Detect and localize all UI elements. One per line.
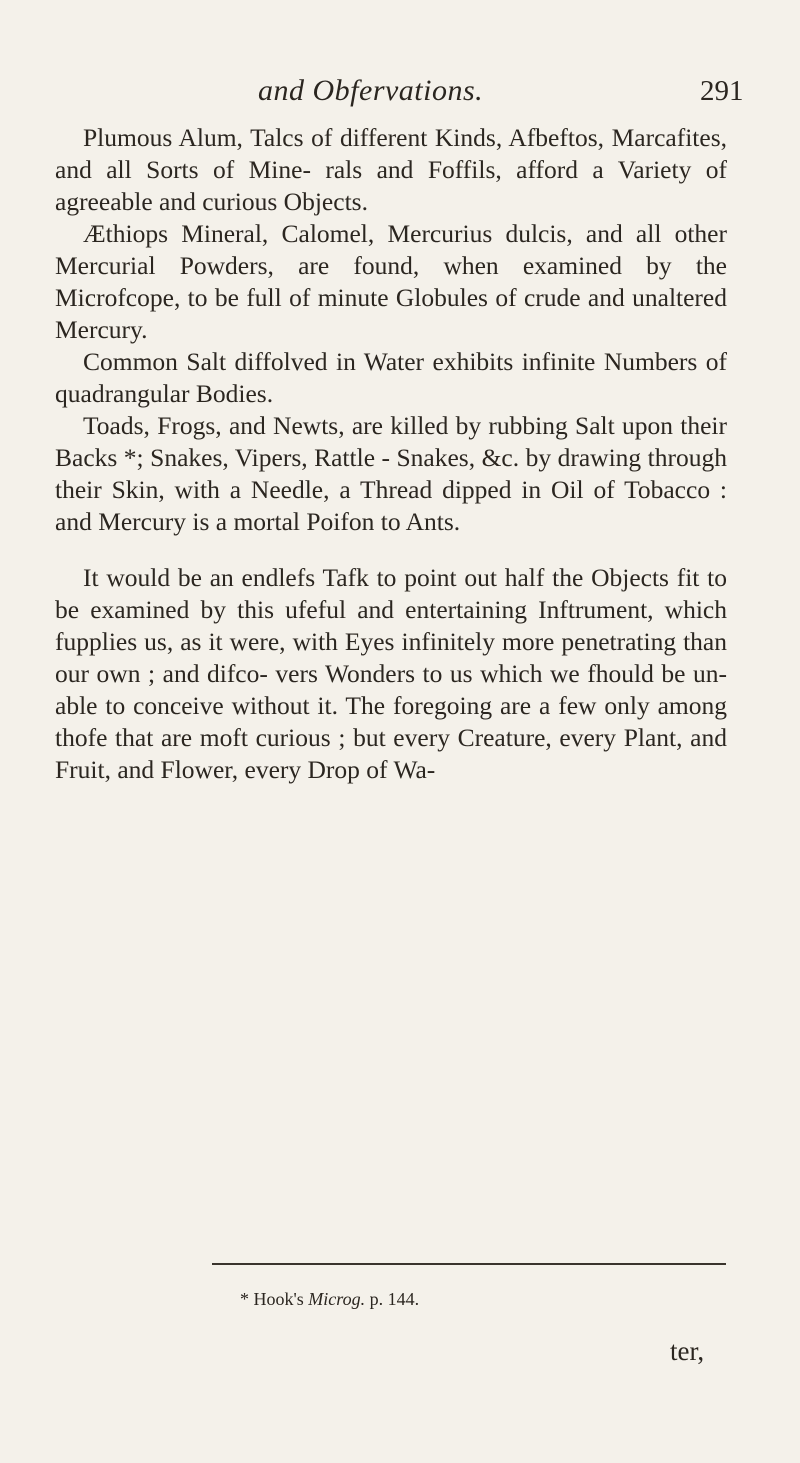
paragraph-common-salt: Common Salt diffolved in Water exhibits infinite Numbers of quadrangular Bodies. bbox=[55, 347, 727, 408]
footnote-marker: * bbox=[240, 1289, 249, 1309]
footnote-rule bbox=[212, 1263, 726, 1265]
paragraph-endless-task: It would be an endlefs Tafk to point out half the Objects fit to be examined by this ufeful and entertaining Inftrument, which fupplies us, as it were, with Eyes infinitely more penetrating than our own ; and difco- vers Wonders to us which we fhould be un- able to conceive without it. The foregoing are a few only among thofe that are moft curious ; but every Creature, every Plant, and Fruit, and Flower, every Drop of Wa- bbox=[55, 563, 727, 784]
footnote-work: Microg. bbox=[308, 1289, 366, 1309]
page-number: 291 bbox=[700, 75, 744, 107]
paragraph-toads-frogs: Toads, Frogs, and Newts, are killed by rubbing Salt upon their Backs *; Snakes, Vipers, Rattle - Snakes, &c. by drawing through their Skin, with a Needle, a Thread dipped in Oil of Tobacco : and Mercury is a mortal Poifon to Ants. bbox=[55, 411, 727, 536]
body-text bbox=[55, 122, 727, 786]
footnote-page: p. 144. bbox=[369, 1289, 420, 1309]
footnote-author: Hook's bbox=[253, 1289, 304, 1309]
running-head bbox=[0, 74, 800, 114]
paragraph-mercurial-powders: Æthiops Mineral, Calomel, Mercurius dulcis, and all other Mercurial Powders, are found, when examined by the Microfcope, to be full of minute Globules of crude and unaltered Mercury. bbox=[55, 219, 727, 344]
footnote bbox=[240, 1289, 419, 1310]
paragraph-minerals: Plumous Alum, Talcs of different Kinds, Afbeftos, Marcafites, and all Sorts of Mine- rals and Foffils, afford a Variety of agreeable and curious Objects. bbox=[55, 123, 727, 216]
running-title: and Obfervations. bbox=[258, 74, 484, 107]
catchword: ter, bbox=[670, 1336, 705, 1366]
